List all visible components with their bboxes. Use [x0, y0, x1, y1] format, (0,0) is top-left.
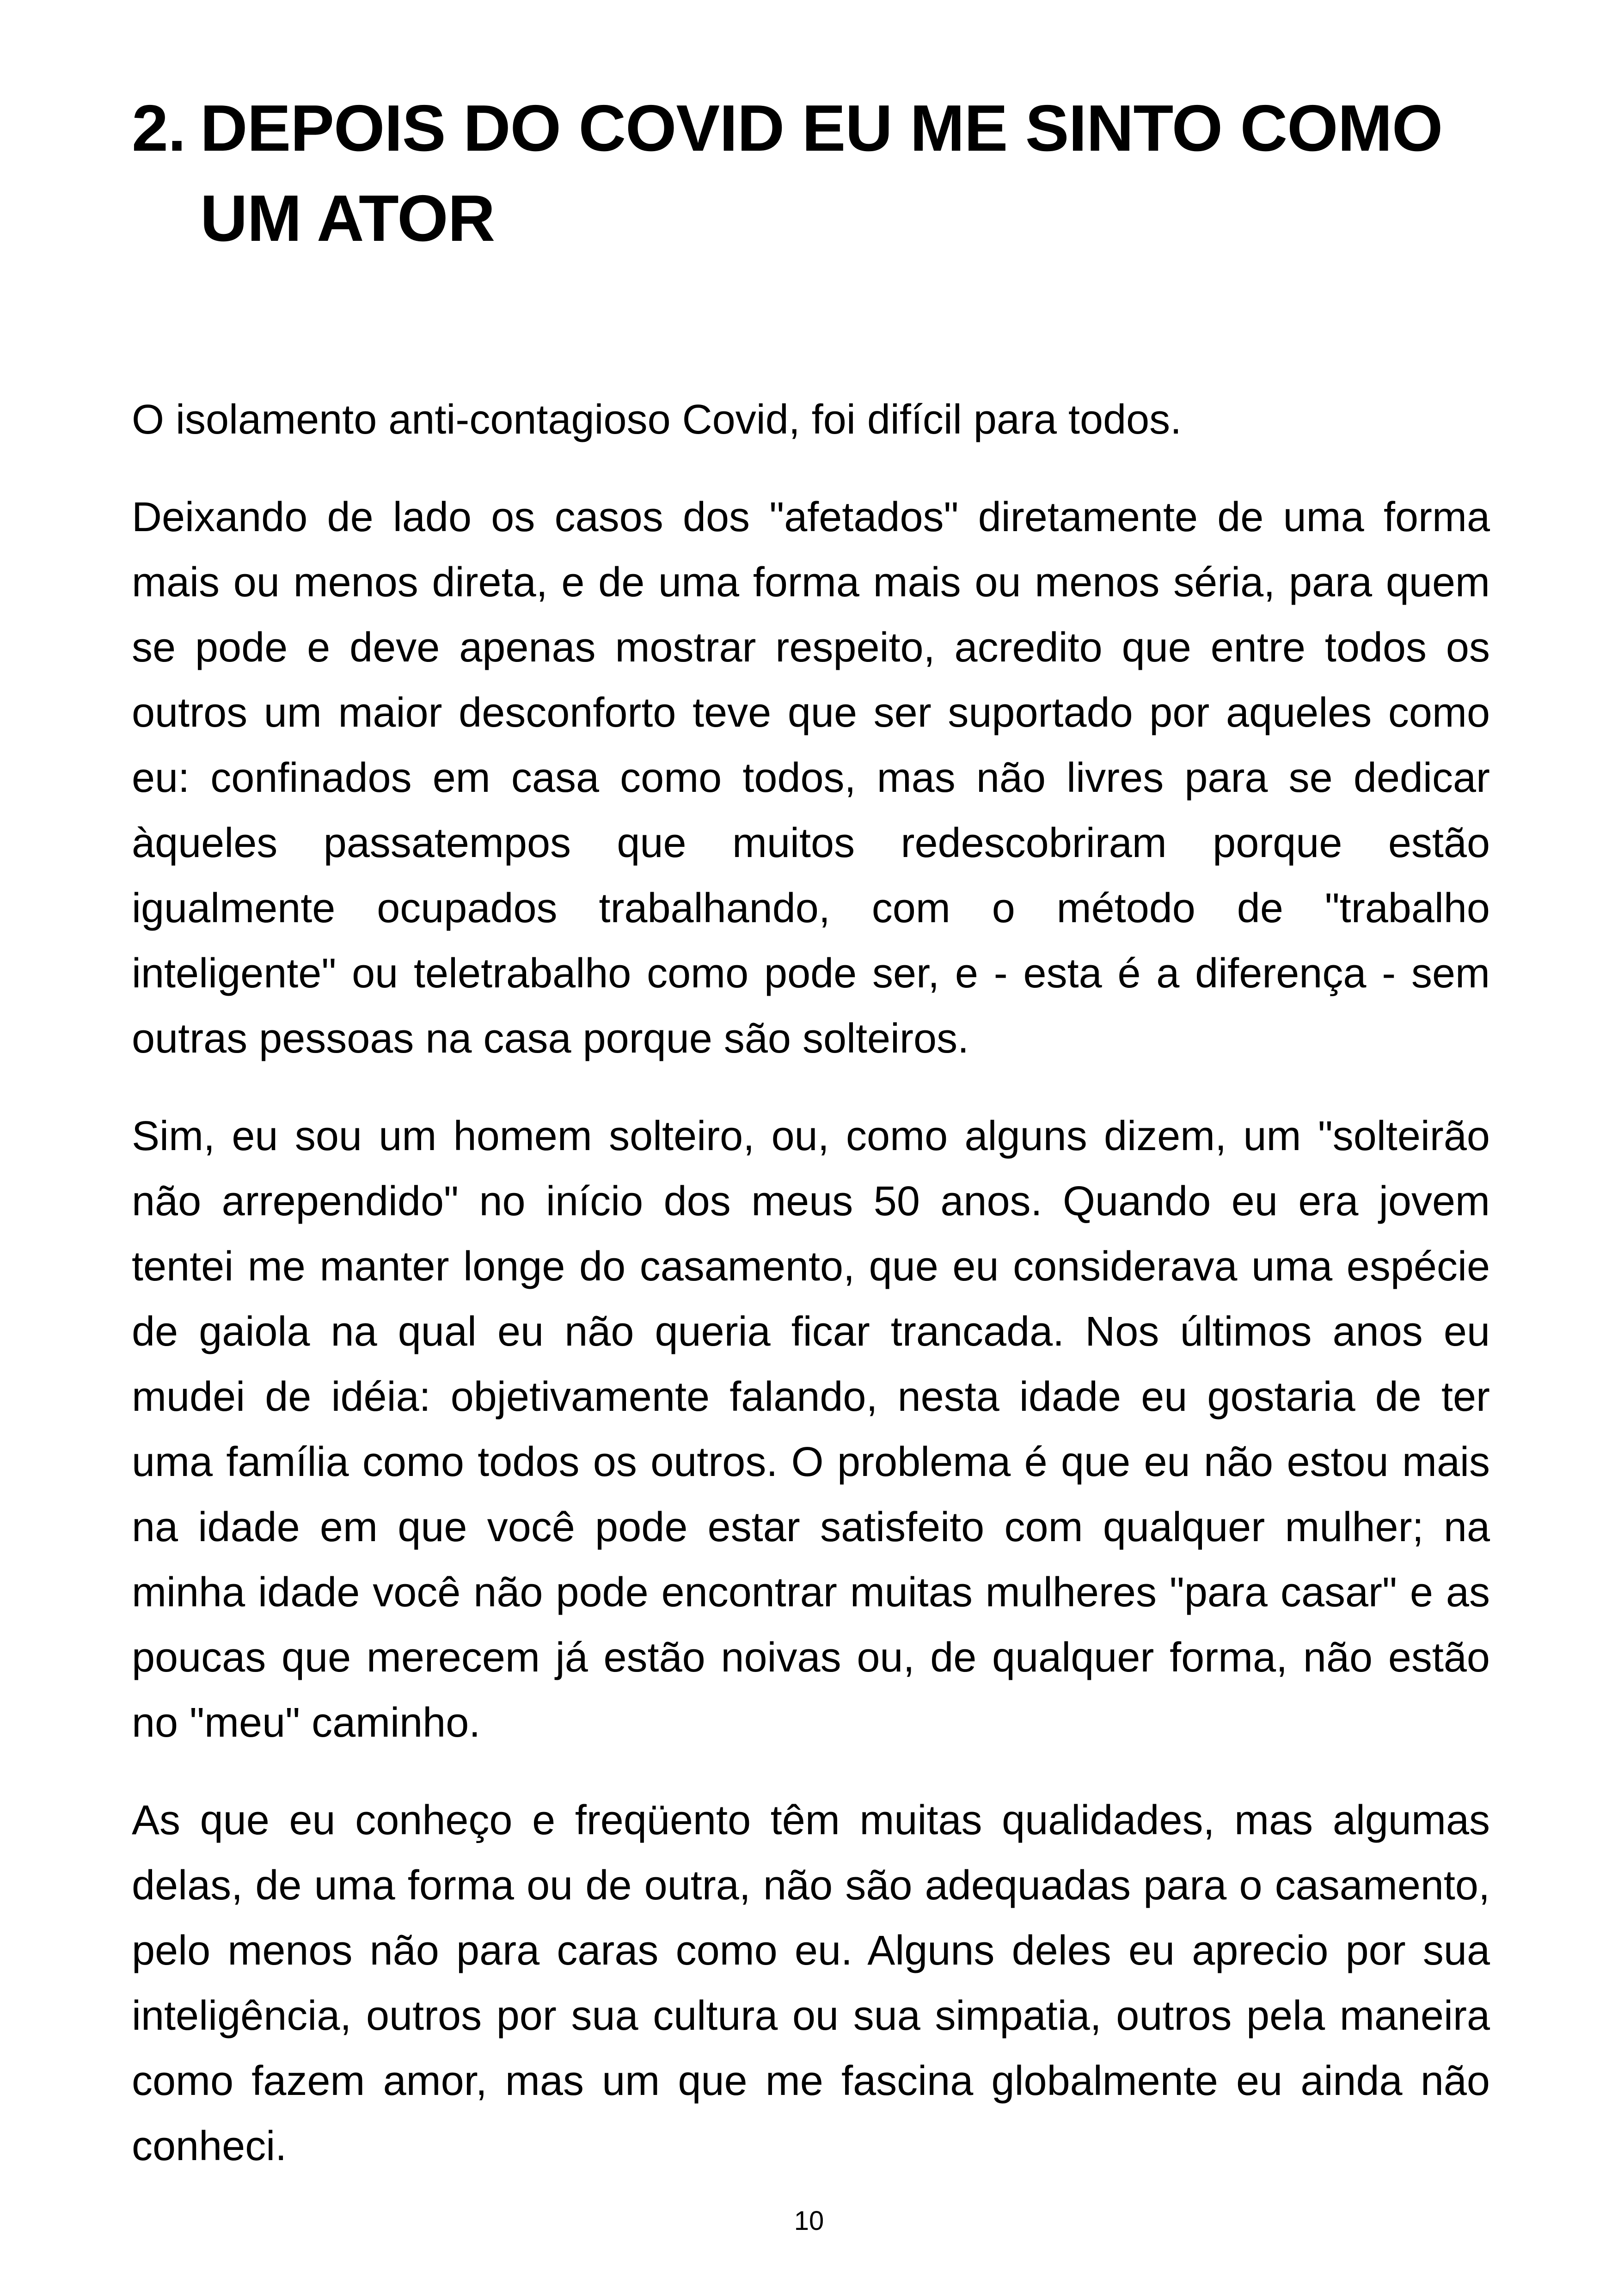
body-text — [132, 387, 1490, 2211]
paragraph-3: Sim, eu sou um homem solteiro, ou, como alguns dizem, um "solteirão não arrependido" no início dos meus 50 anos. Quando eu era jovem tentei me manter longe do casamento, que eu considerava uma espécie de gaiola na qual eu não queria ficar trancada. Nos últimos anos eu mudei de idéia: objetivamente falando, nesta idade eu gostaria de ter uma família como todos os outros. O problema é que eu não estou mais na idade em que você pode estar satisfeito com qualquer mulher; na minha idade você não pode encontrar muitas mulheres "para casar" e as poucas que merecem já estão noivas ou, de qualquer forma, não estão no "meu" caminho. — [132, 1113, 1490, 1746]
paragraph-4: As que eu conheço e freqüento têm muitas qualidades, mas algumas delas, de uma forma ou de outra, não são adequadas para o casamento, pelo menos não para caras como eu. Alguns deles eu aprecio por sua inteligência, outros por sua cultura ou sua simpatia, outros pela maneira como fazem amor, mas um que me fascina globalmente eu ainda não conheci. — [132, 1797, 1490, 2169]
chapter-heading-row — [132, 83, 1495, 263]
chapter-number: 2. — [132, 92, 186, 165]
chapter-title: DEPOIS DO COVID EU ME SINTO COMO UM ATOR — [200, 92, 1443, 255]
paragraph-1: O isolamento anti-contagioso Covid, foi difícil para todos. — [132, 397, 1182, 443]
paragraph-2: Deixando de lado os casos dos "afetados" diretamente de uma forma mais ou menos direta, e de uma forma mais ou menos séria, para quem se pode e deve apenas mostrar respeito, acredito que entre todos os outros um maior desconforto teve que ser suportado por aqueles como eu: confinados em casa como todos, mas não livres para se dedicar àqueles passatempos que muitos redescobriram porque estão igualmente ocupados trabalhando, com o método de "trabalho inteligente" ou teletrabalho como pode ser, e - esta é a diferença - sem outras pessoas na casa porque são solteiros. — [132, 494, 1490, 1062]
page-number: 10 — [794, 2206, 824, 2236]
chapter-heading — [132, 83, 1495, 263]
